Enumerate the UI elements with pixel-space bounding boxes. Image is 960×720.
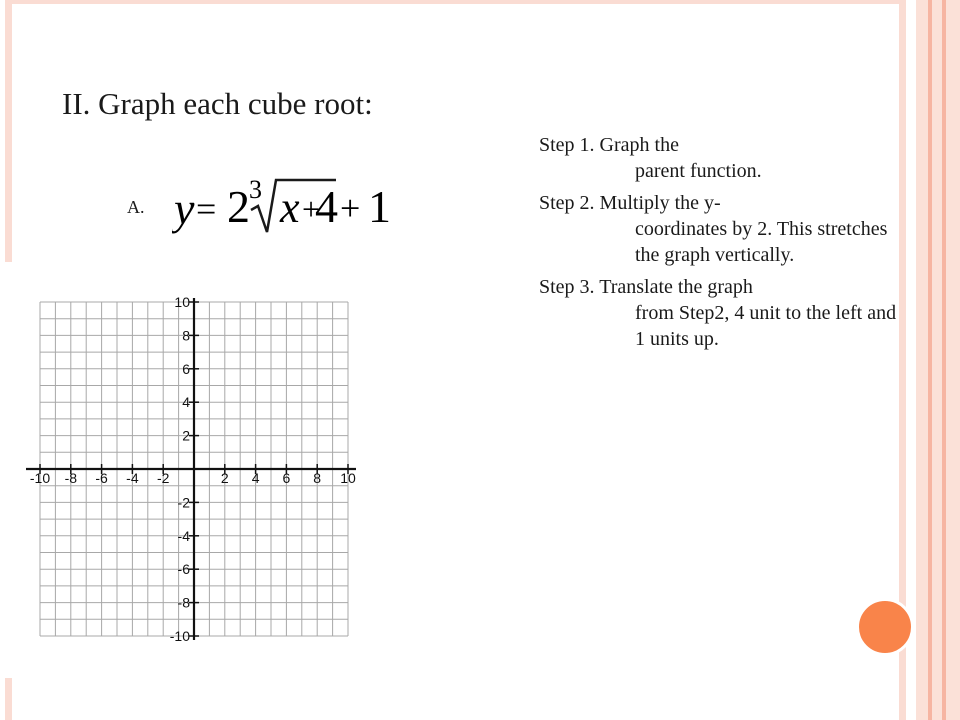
x-tick-label: 8 [313, 470, 322, 486]
frame-left-border-lower [5, 678, 12, 720]
x-tick-label: -6 [95, 470, 108, 486]
frame-left-border [5, 0, 12, 262]
eq-root-index: 3 [249, 175, 262, 204]
decorative-stripes [916, 0, 960, 720]
step-1-detail: parent function. [635, 160, 762, 182]
y-tick-label: -4 [177, 527, 190, 544]
eq-coefficient: 2 [227, 181, 250, 232]
equation [172, 168, 402, 238]
slide-title: II. Graph each cube root: [62, 86, 373, 121]
x-tick-label: 2 [220, 470, 229, 486]
frame-top-border [5, 0, 905, 4]
x-tick-label: 4 [251, 470, 260, 486]
step-3-heading: Step 3. Translate the graph [539, 276, 753, 298]
step-3-detail: from Step2, 4 unit to the left and 1 units up. [635, 302, 897, 350]
step-2-detail: coordinates by 2. This stretches the graph vertically. [635, 218, 888, 266]
y-tick-label: -8 [177, 594, 190, 611]
eq-y: y [174, 183, 195, 234]
x-tick-label: -8 [64, 470, 78, 486]
step-2 [539, 190, 899, 268]
y-tick-label: 2 [182, 427, 190, 444]
x-tick-label: -10 [29, 470, 51, 486]
y-tick-label: 6 [182, 360, 190, 377]
x-tick-label: -2 [156, 470, 170, 486]
eq-constant: 1 [368, 181, 391, 232]
x-tick-label: 10 [340, 470, 356, 486]
eq-radicand-x: x [280, 183, 300, 232]
eq-equals: = [196, 189, 217, 229]
x-tick-label: -4 [126, 470, 139, 486]
step-2-heading: Step 2. Multiply the y- [539, 192, 721, 214]
step-1-heading: Step 1. Graph the [539, 134, 679, 156]
y-tick-label: 8 [182, 327, 190, 344]
y-tick-label: -2 [177, 494, 190, 511]
step-1 [539, 132, 899, 184]
part-label: A. [127, 197, 145, 217]
x-tick-label: 6 [282, 470, 291, 486]
y-tick-label: -6 [177, 561, 190, 578]
step-3 [539, 274, 899, 352]
y-tick-label: 4 [182, 394, 190, 411]
eq-radicand-plus: + [302, 191, 321, 227]
eq-plus: + [340, 188, 361, 228]
steps-list [539, 132, 899, 358]
y-tick-label: -10 [169, 628, 190, 644]
axes [26, 298, 356, 640]
eq-radicand-const: 4 [315, 181, 338, 232]
y-tick-label: 10 [174, 294, 190, 310]
coordinate-grid [14, 288, 364, 650]
decorative-orange-circle [856, 598, 914, 656]
